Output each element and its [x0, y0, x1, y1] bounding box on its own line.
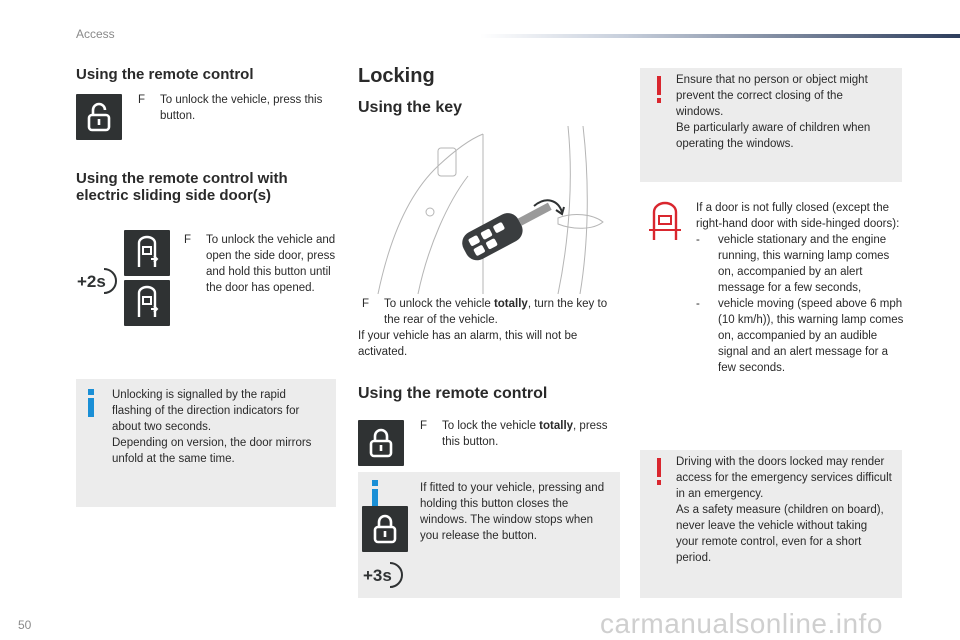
door-item-2: - vehicle moving (speed above 6 mph (10 km/h)), this warning lamp comes on, accompanied by an audible signal and an alert message for a few seconds.	[696, 298, 904, 374]
unlock-info-box	[76, 379, 336, 507]
using-key-heading: Using the key	[358, 99, 463, 116]
sliding-door-button-tile-2	[124, 280, 170, 326]
heading-line-1: Using the remote control with	[76, 170, 288, 187]
sliding-door-icon	[134, 285, 160, 321]
sliding-door-button-tile-1	[124, 230, 170, 276]
heading-line-2: electric sliding side door(s)	[76, 187, 272, 204]
door-intro: If a door is not fully closed (except the right-hand door with side-hinged doors):	[696, 202, 900, 230]
sliding-door-heading	[76, 170, 288, 204]
door-open-warning-icon	[648, 200, 682, 244]
door-warning-lamp	[648, 200, 682, 249]
remote-lock-bullet	[420, 418, 618, 450]
window-info-box	[358, 472, 620, 598]
car-door-key-illustration	[358, 126, 620, 294]
window-note-text: If fitted to your vehicle, pressing and holding this button closes the windows. The window stops when you release the button.	[420, 482, 605, 542]
warning-line-2: Be particularly aware of children when operating the windows.	[676, 122, 871, 150]
info-icon	[86, 389, 96, 417]
window-warning-box	[640, 68, 902, 182]
bullet-text: To lock the vehicle totally, press this button.	[442, 420, 608, 448]
warning-text	[676, 72, 892, 152]
warning-line-1: Ensure that no person or object might prevent the correct closing of the windows.	[676, 74, 868, 118]
hold-timer-icon	[362, 560, 408, 590]
remote-lock-heading: Using the remote control	[358, 385, 548, 402]
hold-2s-badge	[76, 266, 122, 301]
bullet-text: To unlock the vehicle and open the side door, press and hold this button until the door has opened.	[206, 234, 336, 294]
info-line-1: Unlocking is signalled by the rapid flashing of the direction indicators for about two seconds.	[112, 389, 300, 433]
window-lock-button-tile	[362, 506, 408, 552]
page-number: 50	[18, 618, 32, 632]
padlock-open-icon	[86, 101, 112, 133]
remote-control-heading: Using the remote control	[76, 66, 254, 83]
info-icon	[370, 480, 380, 508]
door-warning-text	[696, 200, 906, 376]
unlock-button-tile	[76, 94, 122, 140]
bullet-text: To unlock the vehicle totally, turn the key to the rear of the vehicle.	[384, 298, 608, 326]
hold-timer-icon	[76, 266, 122, 296]
remote-unlock-bullet	[138, 92, 338, 124]
warning-line-2: As a safety measure (children on board), never leave the vehicle without taking your remote control, even for a short period.	[676, 504, 884, 564]
bullet-mark: F	[420, 420, 428, 432]
warning-line-1: Driving with the doors locked may render access for the emergency services difficult in an emergency.	[676, 456, 892, 500]
padlock-closed-icon	[372, 513, 398, 545]
footer-watermark: carmanualsonline.info	[600, 608, 883, 639]
section-label: Access	[76, 27, 115, 41]
sliding-door-icon	[134, 235, 160, 271]
info-line-2: Depending on version, the door mirrors unfold at the same time.	[112, 437, 312, 465]
hold-3s-badge	[362, 560, 408, 595]
header-bar	[480, 34, 960, 38]
padlock-closed-icon	[368, 427, 394, 459]
badge-text: +2s	[77, 272, 106, 291]
locked-doors-warning-box	[640, 450, 902, 598]
bullet-text: To unlock the vehicle, press this button.	[160, 94, 323, 122]
warning-exclamation-icon	[654, 76, 664, 104]
info-text	[112, 387, 326, 467]
door-item-1: - vehicle stationary and the engine running, this warning lamp comes on, accompanied by an alert message for a few seconds,	[696, 234, 890, 294]
key-unlock-bullet	[362, 296, 618, 328]
locking-heading: Locking	[358, 65, 435, 87]
warning-text	[676, 454, 892, 566]
key-alarm-note: If your vehicle has an alarm, this will not be activated.	[358, 330, 578, 358]
lock-button-tile	[358, 420, 404, 466]
badge-text: +3s	[363, 566, 392, 585]
bullet-mark: F	[138, 94, 146, 106]
bullet-mark: F	[184, 234, 192, 246]
sliding-door-bullet	[184, 232, 338, 296]
warning-exclamation-icon	[654, 458, 664, 486]
key-illustration	[358, 126, 620, 294]
bullet-mark: F	[362, 298, 370, 310]
